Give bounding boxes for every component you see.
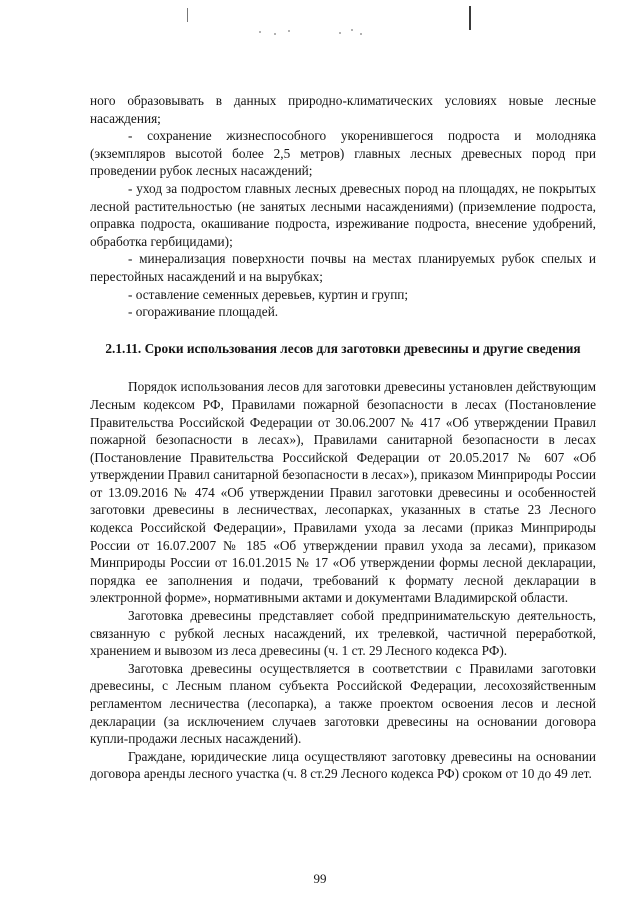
scan-speckles [255, 28, 375, 38]
paragraph: Заготовка древесины осуществляется в соответствии с Правилами заготовки древесины, с Лесным планом субъекта Российской Федерации, лесохозяйственным регламентом лесничества (лесопарка), а также проектом освоения лесов и лесной декларации (за исключением случаев заготовки древесины на основании договора купли-продажи лесных насаждений). [90, 660, 596, 747]
paragraph: Граждане, юридические лица осуществляют заготовку древесины на основании договора аренды лесного участка (ч. 8 ст.29 Лесного кодекса РФ) сроком от 10 до 49 лет. [90, 748, 596, 782]
paragraph: Заготовка древесины представляет собой предпринимательскую деятельность, связанную с рубкой лесных насаждений, их трелевкой, частичной переработкой, хранением и вывозом из леса древесины (ч. 1 ст. 29 Лесного кодекса РФ). [90, 608, 596, 659]
document-page [90, 92, 596, 783]
list-item: - уход за подростом главных лесных древесных пород на площадях, не покрытых лесной растительностью (не занятых лесными насаждениями) (приземление подроста, оправка подроста, окашивание подроста, изреживание подроста, внесение удобрений, обработка гербицидами); [90, 180, 596, 249]
page-number: 99 [313, 871, 327, 886]
list-item: - оставление семенных деревьев, куртин и групп; [128, 286, 409, 302]
paragraph: Порядок использования лесов для заготовки древесины установлен действующим Лесным кодексом РФ, Правилами пожарной безопасности в лесах (Постановление Правительства Российской Федерации от 30.06.2007 № 417 «Об утверждении Правил пожарной безопасности в лесах»), Правилами санитарной безопасности в лесах (Постановление Правительства Российской Федерации от 20.05.2017 № 607 «Об утверждении Правил санитарной безопасности в лесах»), приказом Минприроды России от 13.09.2016 № 474 «Об утверждении Правил заготовки древесины и особенностей заготовки древесины в лесничествах, лесопарках, указанных в статье 23 Лесного кодекса Российской Федерации», Правилами ухода за лесами (приказ Минприроды России от 16.07.2007 № 185 «Об утверждении правил ухода за лесами), приказом Минприроды России от 16.01.2015 № 17 «Об утверждении формы лесной декларации, порядка ее заполнения и подачи, требований к формату лесной декларации в электронной форме», нормативными актами и документами Владимирской области. [90, 379, 596, 606]
scan-artifact-line [187, 8, 188, 22]
paragraph: ного образовывать в данных природно-климатических условиях новые лесные насаждения; [90, 93, 596, 126]
list-item: - сохранение жизнеспособного укоренившегося подроста и молодняка (экземпляров высотой более 2,5 метров) главных лесных древесных пород при проведении рубок лесных насаждений; [90, 128, 596, 179]
scan-artifact-line [469, 6, 471, 30]
list-item: - минерализация поверхности почвы на местах планируемых рубок спелых и перестойных насаждений и на вырубках; [90, 251, 596, 284]
list-item: - огораживание площадей. [128, 304, 279, 320]
section-heading: 2.1.11. Сроки использования лесов для заготовки древесины и другие сведения [105, 340, 581, 356]
